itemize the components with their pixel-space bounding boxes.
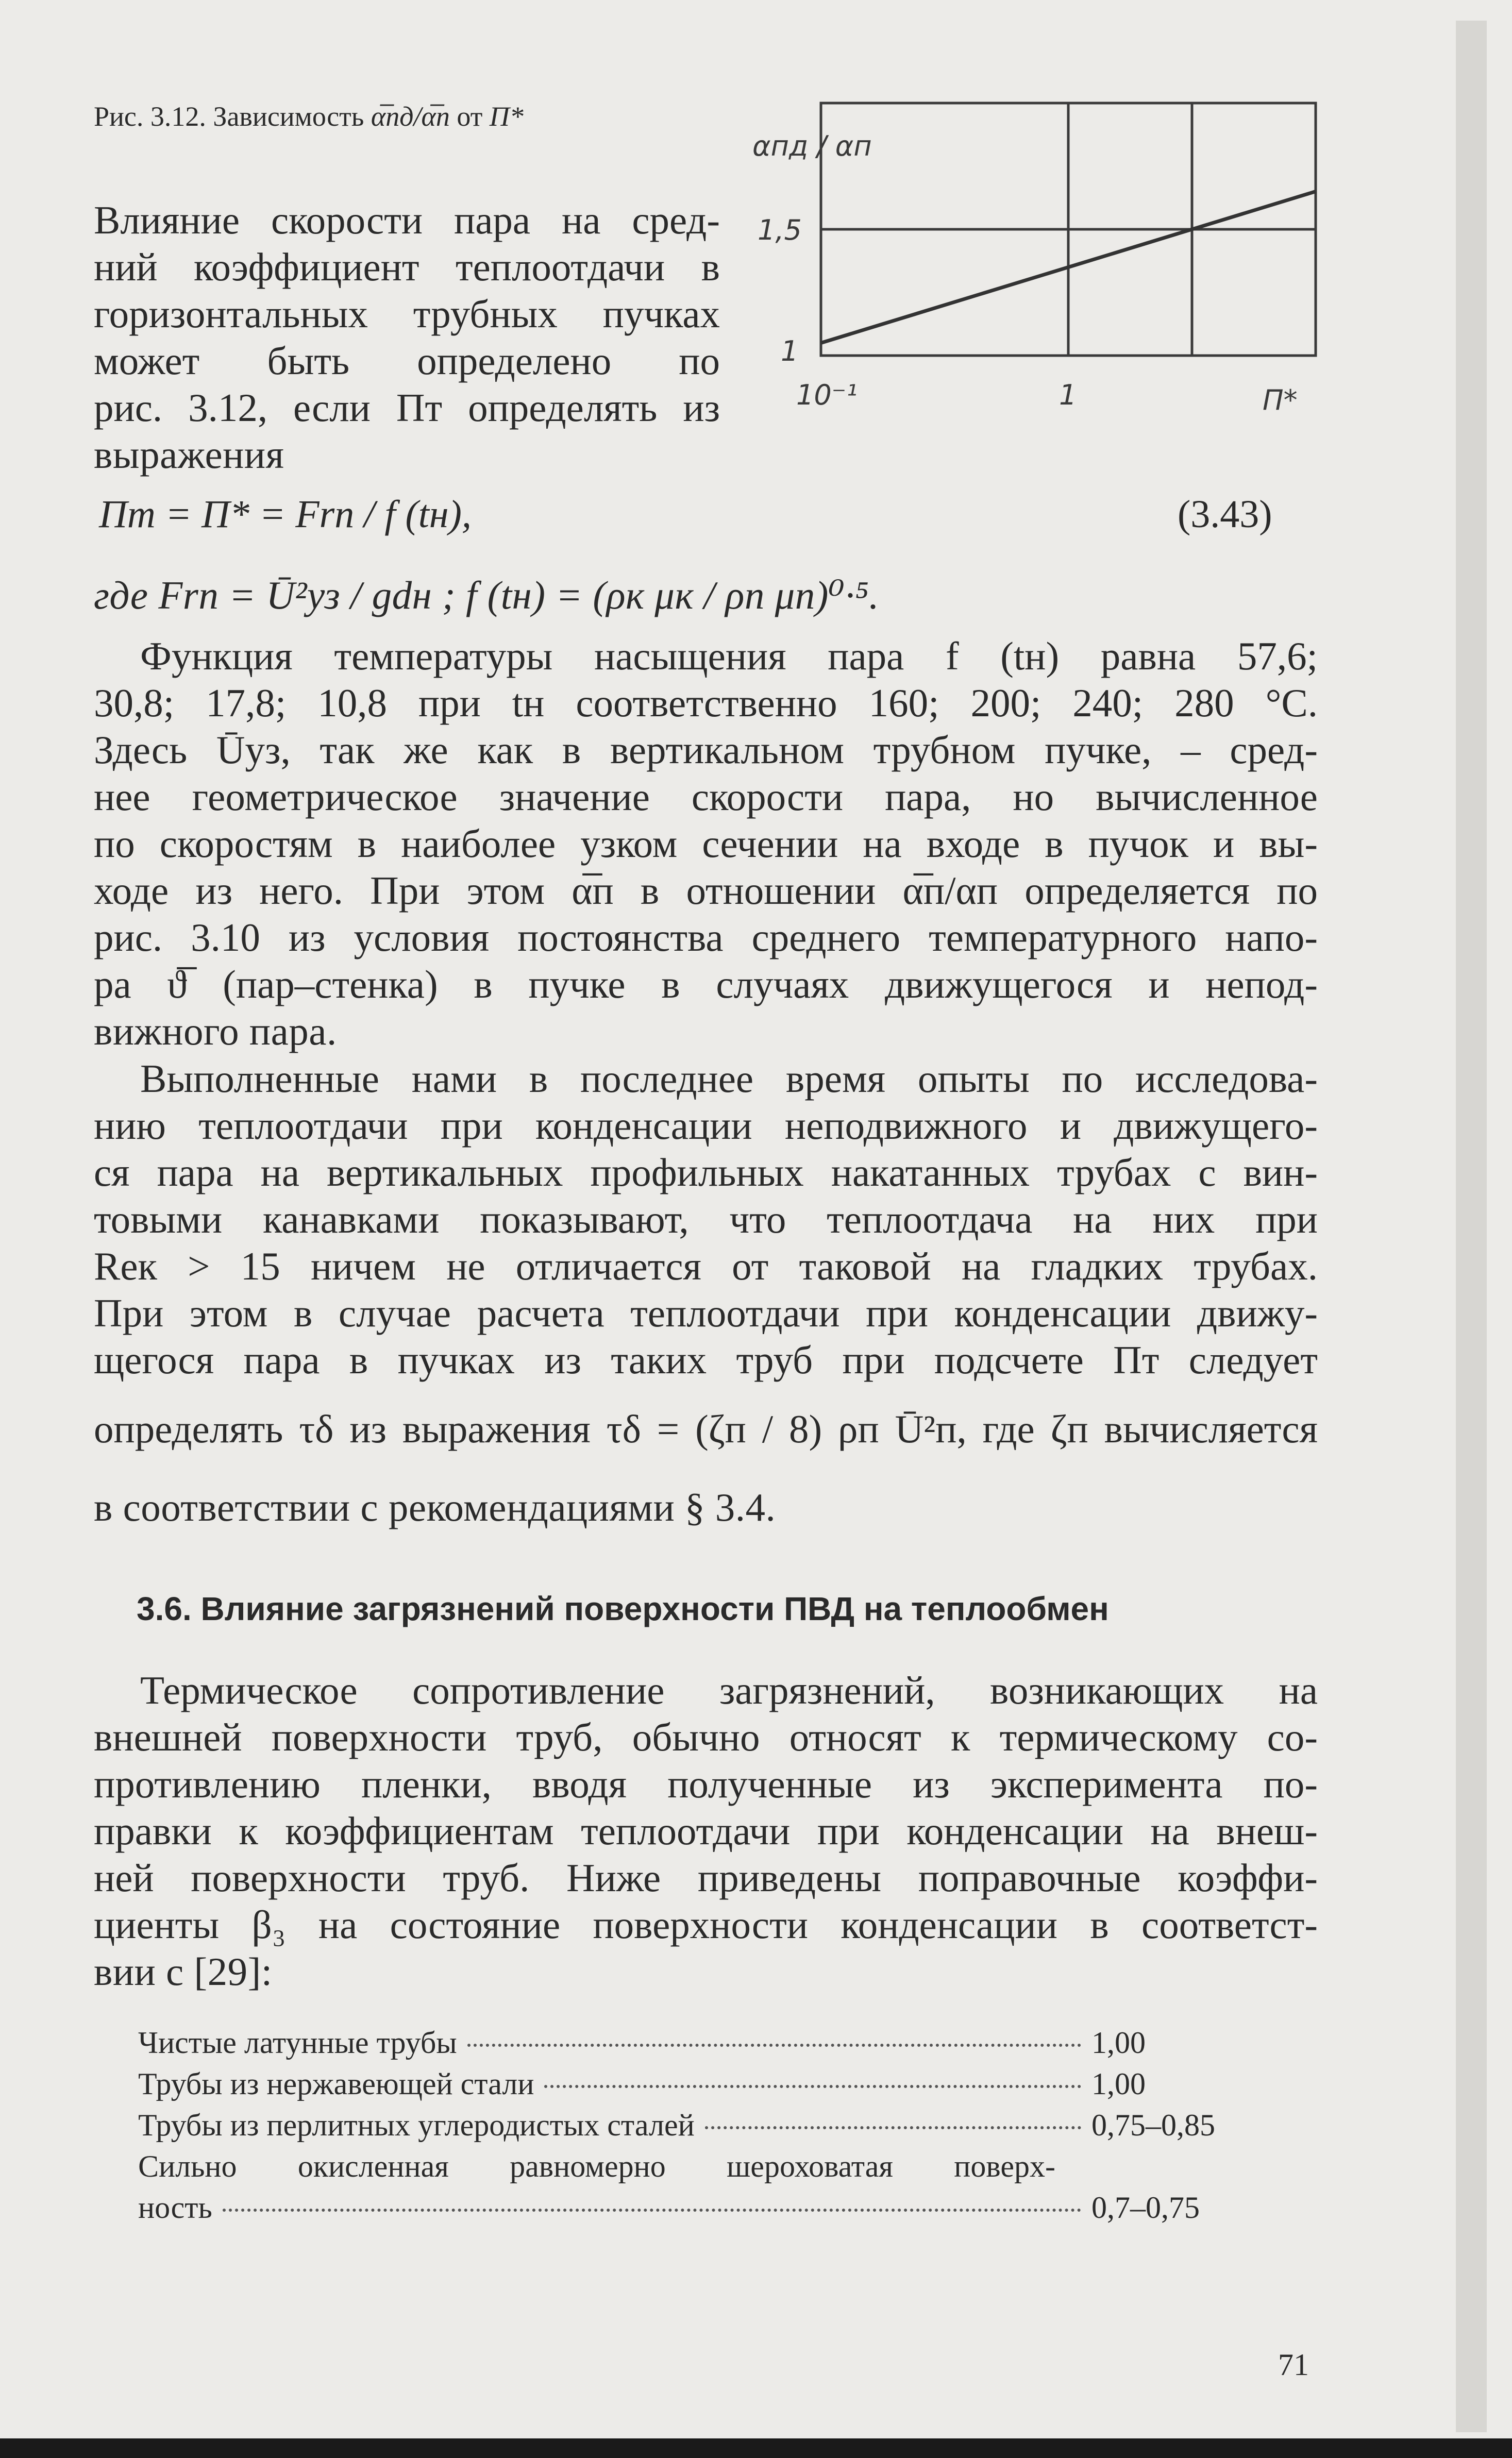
paragraph-2-last-line: в соответствии с рекомендациями § 3.4. (94, 1485, 776, 1529)
list-item (138, 2025, 1241, 2066)
paragraph-line: внешней поверхности труб, обычно относят к термическому со- (94, 1715, 1318, 1759)
paragraph-line: При этом в случае расчета теплоотдачи при конденсации движу- (94, 1291, 1318, 1335)
where-definitions: где Frп = Ū²уз / gdн ; f (tн) = (ρк μк / ρп μп)⁰·⁵. (94, 573, 879, 617)
paragraph-1 (94, 633, 1318, 1008)
paragraph-3 (94, 1667, 1318, 1948)
list-item (138, 2190, 1241, 2231)
paragraph-line: ся пара на вертикальных профильных накатанных трубах с вин- (94, 1150, 1318, 1194)
leader-dots (544, 2085, 1081, 2088)
paragraph-line: Здесь Ūуз, так же как в вертикальном трубном пучке, – сред- (94, 728, 1318, 772)
paragraph-line: ней поверхности труб. Ниже приведены поправочные коэффи- (94, 1856, 1318, 1900)
intro-line: может быть определено по (94, 339, 720, 383)
section-heading: 3.6. Влияние загрязнений поверхности ПВД на теплообмен (137, 1590, 1109, 1627)
caption-expression: α̅пд/α̅п (371, 101, 450, 132)
intro-line: горизонтальных трубных пучках (94, 292, 720, 336)
paragraph-line: товыми канавками показывают, что теплоотдача на них при (94, 1197, 1318, 1241)
paragraph-line: Термическое сопротивление загрязнений, возникающих на (140, 1668, 1318, 1712)
list-item-value: 0,7–0,75 (1091, 2191, 1200, 2225)
page-number: 71 (1278, 2348, 1309, 2382)
paragraph-line: щегося пара в пучках из таких труб при подсчете Пт следует (94, 1338, 1318, 1382)
list-item-label: Трубы из перлитных углеродистых сталей (138, 2108, 695, 2142)
list-item (138, 2108, 1241, 2149)
graph-y-label: αпд / αп (752, 130, 872, 162)
equation-3-43: Пт = П* = Frп / f (tн), (99, 493, 472, 536)
paragraph-line: ра ϑ̅ (пар–стенка) в пучке в случаях движущегося и непод- (94, 962, 1318, 1006)
intro-line: рис. 3.12, если Пт определять из (94, 385, 720, 430)
paragraph-line: по скоростям в наиболее узком сечении на входе в пучок и вы- (94, 821, 1318, 866)
paragraph-line: циенты β₃ на состояние поверхности конденсации в соответст- (94, 1903, 1318, 1947)
list-item (138, 2066, 1241, 2108)
list-item-label: Чистые латунные трубы (138, 2026, 457, 2060)
paragraph-line: нее геометрическое значение скорости пара, но вычисленное (94, 775, 1318, 819)
list-item-label: ность (138, 2191, 212, 2225)
figure-graph (727, 98, 1335, 417)
graph-y-tick-1: 1 (781, 335, 799, 367)
list-item-label-line1: Сильно окисленная равномерно шероховатая поверх- (138, 2149, 1055, 2183)
page-edge-shadow (1456, 21, 1487, 2432)
graph-y-tick-1-5: 1,5 (758, 214, 802, 246)
paragraph-line: рис. 3.10 из условия постоянства среднего температурного напо- (94, 915, 1318, 959)
equation-number: (3.43) (1178, 493, 1272, 536)
intro-line: Влияние скорости пара на сред- (94, 198, 720, 242)
paragraph-line: 30,8; 17,8; 10,8 при tн соответственно 160; 200; 240; 280 °С. (94, 681, 1318, 725)
paragraph-3-last-line: вии с [29]: (94, 1949, 273, 1994)
graph-x-label: П* (1263, 384, 1298, 416)
leader-dots (223, 2209, 1081, 2212)
paragraph-line: нию теплоотдачи при конденсации неподвижного и движущего- (94, 1103, 1318, 1148)
graph-x-tick-0-1: 10⁻¹ (796, 379, 858, 411)
caption-parameter: П* (489, 101, 524, 132)
paragraph-line: ходе из него. При этом α̅п в отношении α̅п/αп определяется по (94, 868, 1318, 913)
list-item-value: 1,00 (1091, 2026, 1146, 2060)
coefficient-list (138, 2025, 1241, 2231)
graph-x-tick-1: 1 (1059, 379, 1077, 411)
paragraph-1-last-line: вижного пара. (94, 1009, 337, 1053)
paragraph-line: Reк > 15 ничем не отличается от таковой на гладких трубах. (94, 1244, 1318, 1288)
caption-mid: от (449, 101, 490, 132)
leader-dots (705, 2126, 1081, 2129)
paragraph-2 (94, 1055, 1318, 1384)
intro-paragraph (94, 197, 720, 431)
paragraph-line: Выполненные нами в последнее время опыты по исследова- (140, 1056, 1318, 1101)
leader-dots (467, 2044, 1081, 2047)
tau-expression-line: определять τδ из выражения τδ = (ζп / 8) ρп Ū²п, где ζп вычисляется (94, 1407, 1318, 1451)
list-item-value: 1,00 (1091, 2067, 1146, 2101)
scan-bottom-border (0, 2438, 1512, 2458)
figure-caption (94, 100, 524, 132)
tau-expression-line-wrap (94, 1406, 1318, 1453)
caption-prefix: Рис. 3.12. Зависимость (94, 101, 371, 132)
paragraph-line: противлению пленки, вводя полученные из эксперимента по- (94, 1762, 1318, 1806)
paragraph-line: правки к коэффициентам теплоотдачи при конденсации на внеш- (94, 1809, 1318, 1853)
intro-last-line: выражения (94, 432, 284, 477)
intro-line: ний коэффициент теплоотдачи в (94, 245, 720, 289)
list-item-label: Трубы из нержавеющей стали (138, 2067, 534, 2101)
paragraph-line: Функция температуры насыщения пара f (tн) равна 57,6; (140, 634, 1318, 678)
list-item-value: 0,75–0,85 (1091, 2108, 1215, 2142)
list-item-multiline-first (138, 2149, 1241, 2190)
